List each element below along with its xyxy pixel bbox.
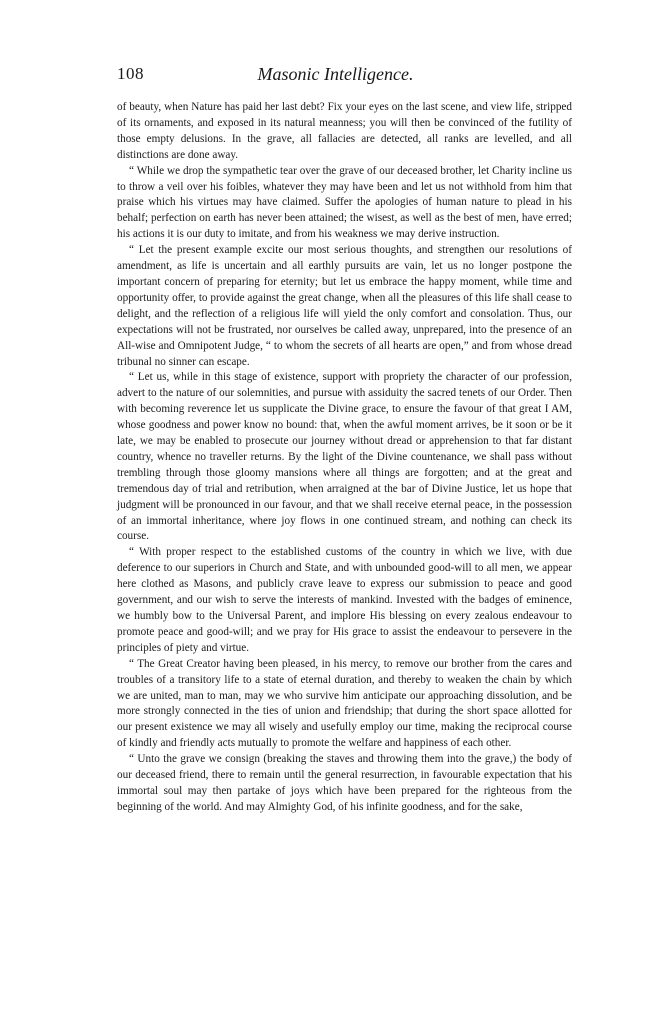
paragraph: “ Let us, while in this stage of existence, support with propriety the character of our profession, advert to the nature of our solemnities, and pursue with assiduity the sacred tenets of our Order. Then with becoming reverence let us supplicate the Divine grace, to ensure the favour of that great I AM, whose goodness and power know no bound: that, when the awful moment arrives, be it soon or be it late, we may be enabled to prosecute our journey without dread or apprehension to that far distant country, whence no traveller returns. By the light of the Divine countenance, we shall pass without trembling through those gloomy mansions where all things are forgotten; and at the great and tremendous day of trial and retribution, when arraigned at the bar of Divine Justice, let us hope that judgment will be pronounced in our favour, and that we shall receive eternal peace, in the possession of an immortal inheritance, where joy flows in one continued stream, and nothing can check its course. [117,371,572,543]
page-number: 108 [117,64,144,83]
paragraph: “ While we drop the sympathetic tear over the grave of our deceased brother, let Charity incline us to throw a veil over his foibles, whatever they may have been and let us not withhold from him that praise which his virtues may have claimed. Suffer the apologies of human nature to plead in his behalf; perfection on earth has never been attained; the wisest, as well as the best of men, have erred; his actions it is our duty to imitate, and from his weakness we may derive instruction. [117,164,572,241]
paragraph: “ The Great Creator having been pleased, in his mercy, to remove our brother from the cares and troubles of a transitory life to a state of eternal duration, and thereby to weaken the chain by which we are united, man to man, may we who survive him anticipate our approaching dissolution, and be more strongly connected in the ties of union and friendship; that during the short space allotted for our present existence we may all wisely and usefully employ our time, making the reciprocal course of kindly and friendly acts mutually to promote the welfare and happiness of each other. [117,657,572,750]
body-text [117,100,572,816]
paragraph: of beauty, when Nature has paid her last debt? Fix your eyes on the last scene, and view life, stripped of its ornaments, and exposed in its natural meanness; you will then be convinced of the futility of those empty delusions. In the grave, all fallacies are detected, all ranks are levelled, and all distinctions are done away. [117,101,572,161]
paragraph: “ With proper respect to the established customs of the country in which we live, with due deference to our superiors in Church and State, and with unbounded good-will to all men, we appear here clothed as Masons, and publicly crave leave to express our submission to peace and good government, and our wish to serve the interests of mankind. Invested with the badges of eminence, we humbly bow to the Universal Parent, and implore His blessing on every zealous endeavour to promote peace and good-will; and we pray for His grace to assist the endeavour to persevere in the principles of piety and virtue. [117,546,572,654]
paragraph: “ Unto the grave we consign (breaking the staves and throwing them into the grave,) the body of our deceased friend, there to remain until the general resurrection, in favourable expectation that his immortal soul may then partake of joys which have been prepared for the righteous from the beginning of the world. And may Almighty God, of his infinite goodness, and for the sake, [117,753,572,813]
running-title: Masonic Intelligence. [257,64,414,84]
paragraph: “ Let the present example excite our most serious thoughts, and strengthen our resolutions of amendment, as life is uncertain and all earthly pursuits are vain, let us no longer postpone the important concern of preparing for eternity; but let us embrace the happy moment, while time and opportunity offer, to provide against the great change, when all the pleasures of this life shall cease to delight, and the reflection of a religious life will yield the only comfort and consolation. Thus, our expectations will not be frustrated, nor ourselves be called away, unprepared, into the presence of an All-wise and Omnipotent Judge, “ to whom the secrets of all hearts are open,” and from whose dread tribunal no sinner can escape. [117,244,572,368]
